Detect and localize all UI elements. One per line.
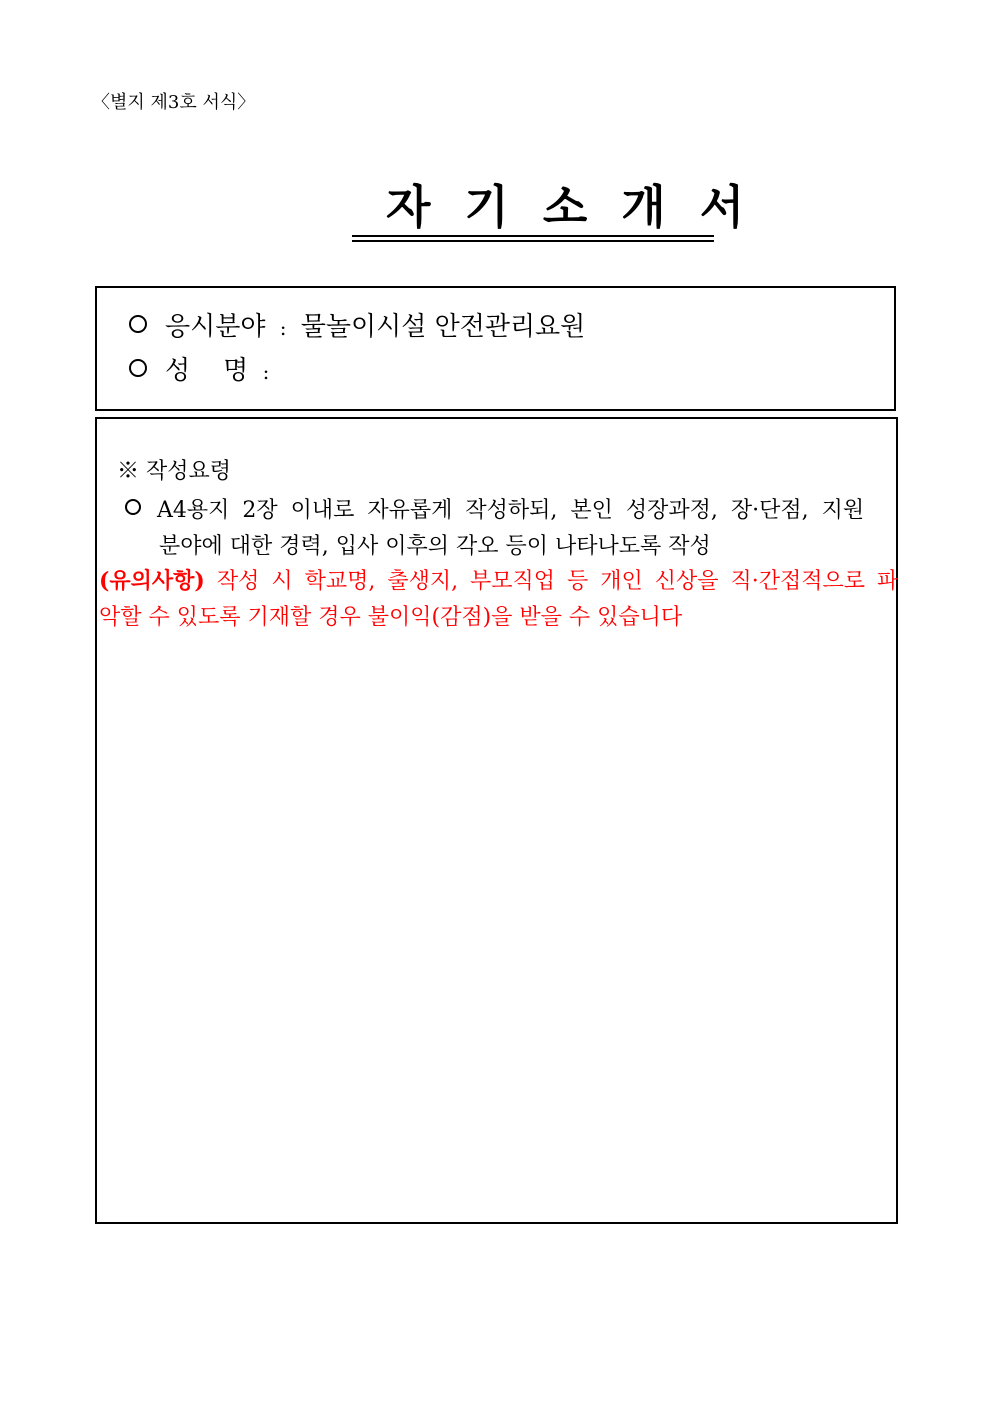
applicant-name-input[interactable] xyxy=(284,357,784,387)
guide-line-1 xyxy=(125,493,895,529)
writing-guide-item xyxy=(125,493,895,565)
title-underline xyxy=(352,235,714,237)
caution-notice xyxy=(99,563,899,636)
name-separator: : xyxy=(262,360,270,384)
applicant-name-row xyxy=(129,354,784,389)
guide-line-2: 분야에 대한 경력, 입사 이후의 각오 등이 나타나도록 작성 xyxy=(159,534,711,559)
application-field-value: 물놀이시설 안전관리요원 xyxy=(300,312,586,342)
caution-line-1 xyxy=(99,563,899,600)
circle-bullet-icon xyxy=(125,499,141,515)
title-underline-second xyxy=(352,240,714,242)
form-number-label: 〈별지 제3호 서식〉 xyxy=(92,92,256,113)
caution-line-2: 악할 수 있도록 기재할 경우 불이익(감점)을 받을 수 있습니다 xyxy=(99,605,683,630)
circle-bullet-icon xyxy=(129,359,147,377)
applicant-name-label: 성 명 xyxy=(165,356,249,386)
document-title-block xyxy=(352,180,779,244)
guide-text-1: A4용지 2장 이내로 자유롭게 작성하되, 본인 성장과정, 장·단점, 지원 xyxy=(157,498,865,523)
applicant-info-box xyxy=(95,286,896,411)
field-separator: : xyxy=(279,316,287,340)
caution-text-1: 작성 시 학교명, 출생지, 부모직업 등 개인 신상을 직·간접적으로 파 xyxy=(216,569,899,594)
self-introduction-box[interactable] xyxy=(95,417,898,1224)
circle-bullet-icon xyxy=(129,315,147,333)
application-field-label: 응시분야 xyxy=(165,312,266,342)
writing-guide-heading: ※ 작성요령 xyxy=(117,459,232,484)
caution-label: (유의사항) xyxy=(99,568,205,594)
application-field-row xyxy=(129,310,585,345)
document-title: 자기소개서 xyxy=(386,180,779,234)
